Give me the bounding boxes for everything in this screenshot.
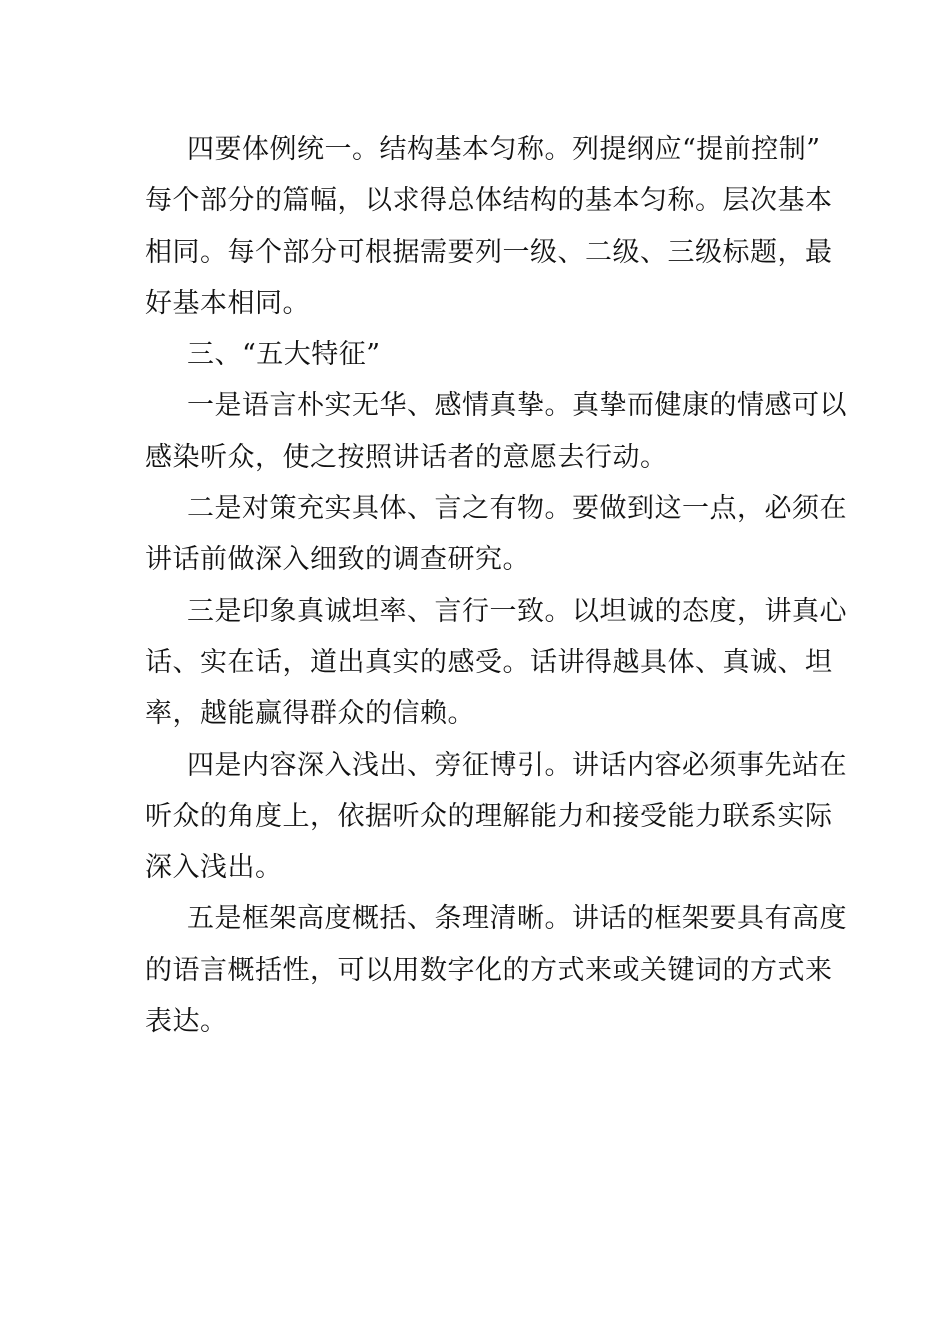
text-line: 讲话前做深入细致的调查研究。 [145, 544, 530, 576]
section-heading [145, 329, 807, 380]
text-line: 好基本相同。 [145, 287, 310, 319]
text-line: 感染听众，使之按照讲话者的意愿去行动。 [145, 441, 668, 473]
text-line: 四要体例统一。结构基本匀称。列提纲应“提前控制” [187, 134, 821, 165]
text-line: 的语言概括性，可以用数字化的方式来或关键词的方式来 [145, 954, 833, 986]
paragraph-feature-three [145, 586, 847, 740]
document-body [145, 124, 847, 1047]
text-line: 率，越能赢得群众的信赖。 [145, 698, 475, 730]
text-line: 深入浅出。 [145, 852, 283, 884]
paragraph-feature-one [145, 380, 847, 483]
text-line: 每个部分的篇幅，以求得总体结构的基本匀称。层次基本 [145, 185, 833, 217]
text-line: 话、实在话，道出真实的感受。话讲得越具体、真诚、坦 [145, 646, 833, 678]
text-line: 五是框架高度概括、条理清晰。讲话的框架要具有高度 [187, 903, 847, 935]
paragraph-body-structure [145, 124, 833, 329]
text-line: 四是内容深入浅出、旁征博引。讲话内容必须事先站在 [187, 749, 847, 781]
paragraph-feature-five [145, 893, 847, 1047]
text-line: 听众的角度上，依据听众的理解能力和接受能力联系实际 [145, 800, 833, 832]
text-line: 一是语言朴实无华、感情真挚。真挚而健康的情感可以 [187, 390, 847, 422]
paragraph-feature-two [145, 483, 847, 586]
text-line: 二是对策充实具体、言之有物。要做到这一点，必须在 [187, 493, 847, 525]
heading-text: 三、“五大特征” [187, 339, 381, 371]
text-line: 三是印象真诚坦率、言行一致。以坦诚的态度，讲真心 [187, 595, 847, 627]
text-line: 表达。 [145, 1006, 228, 1038]
text-line: 相同。每个部分可根据需要列一级、二级、三级标题，最 [145, 236, 833, 268]
paragraph-feature-four [145, 740, 847, 894]
